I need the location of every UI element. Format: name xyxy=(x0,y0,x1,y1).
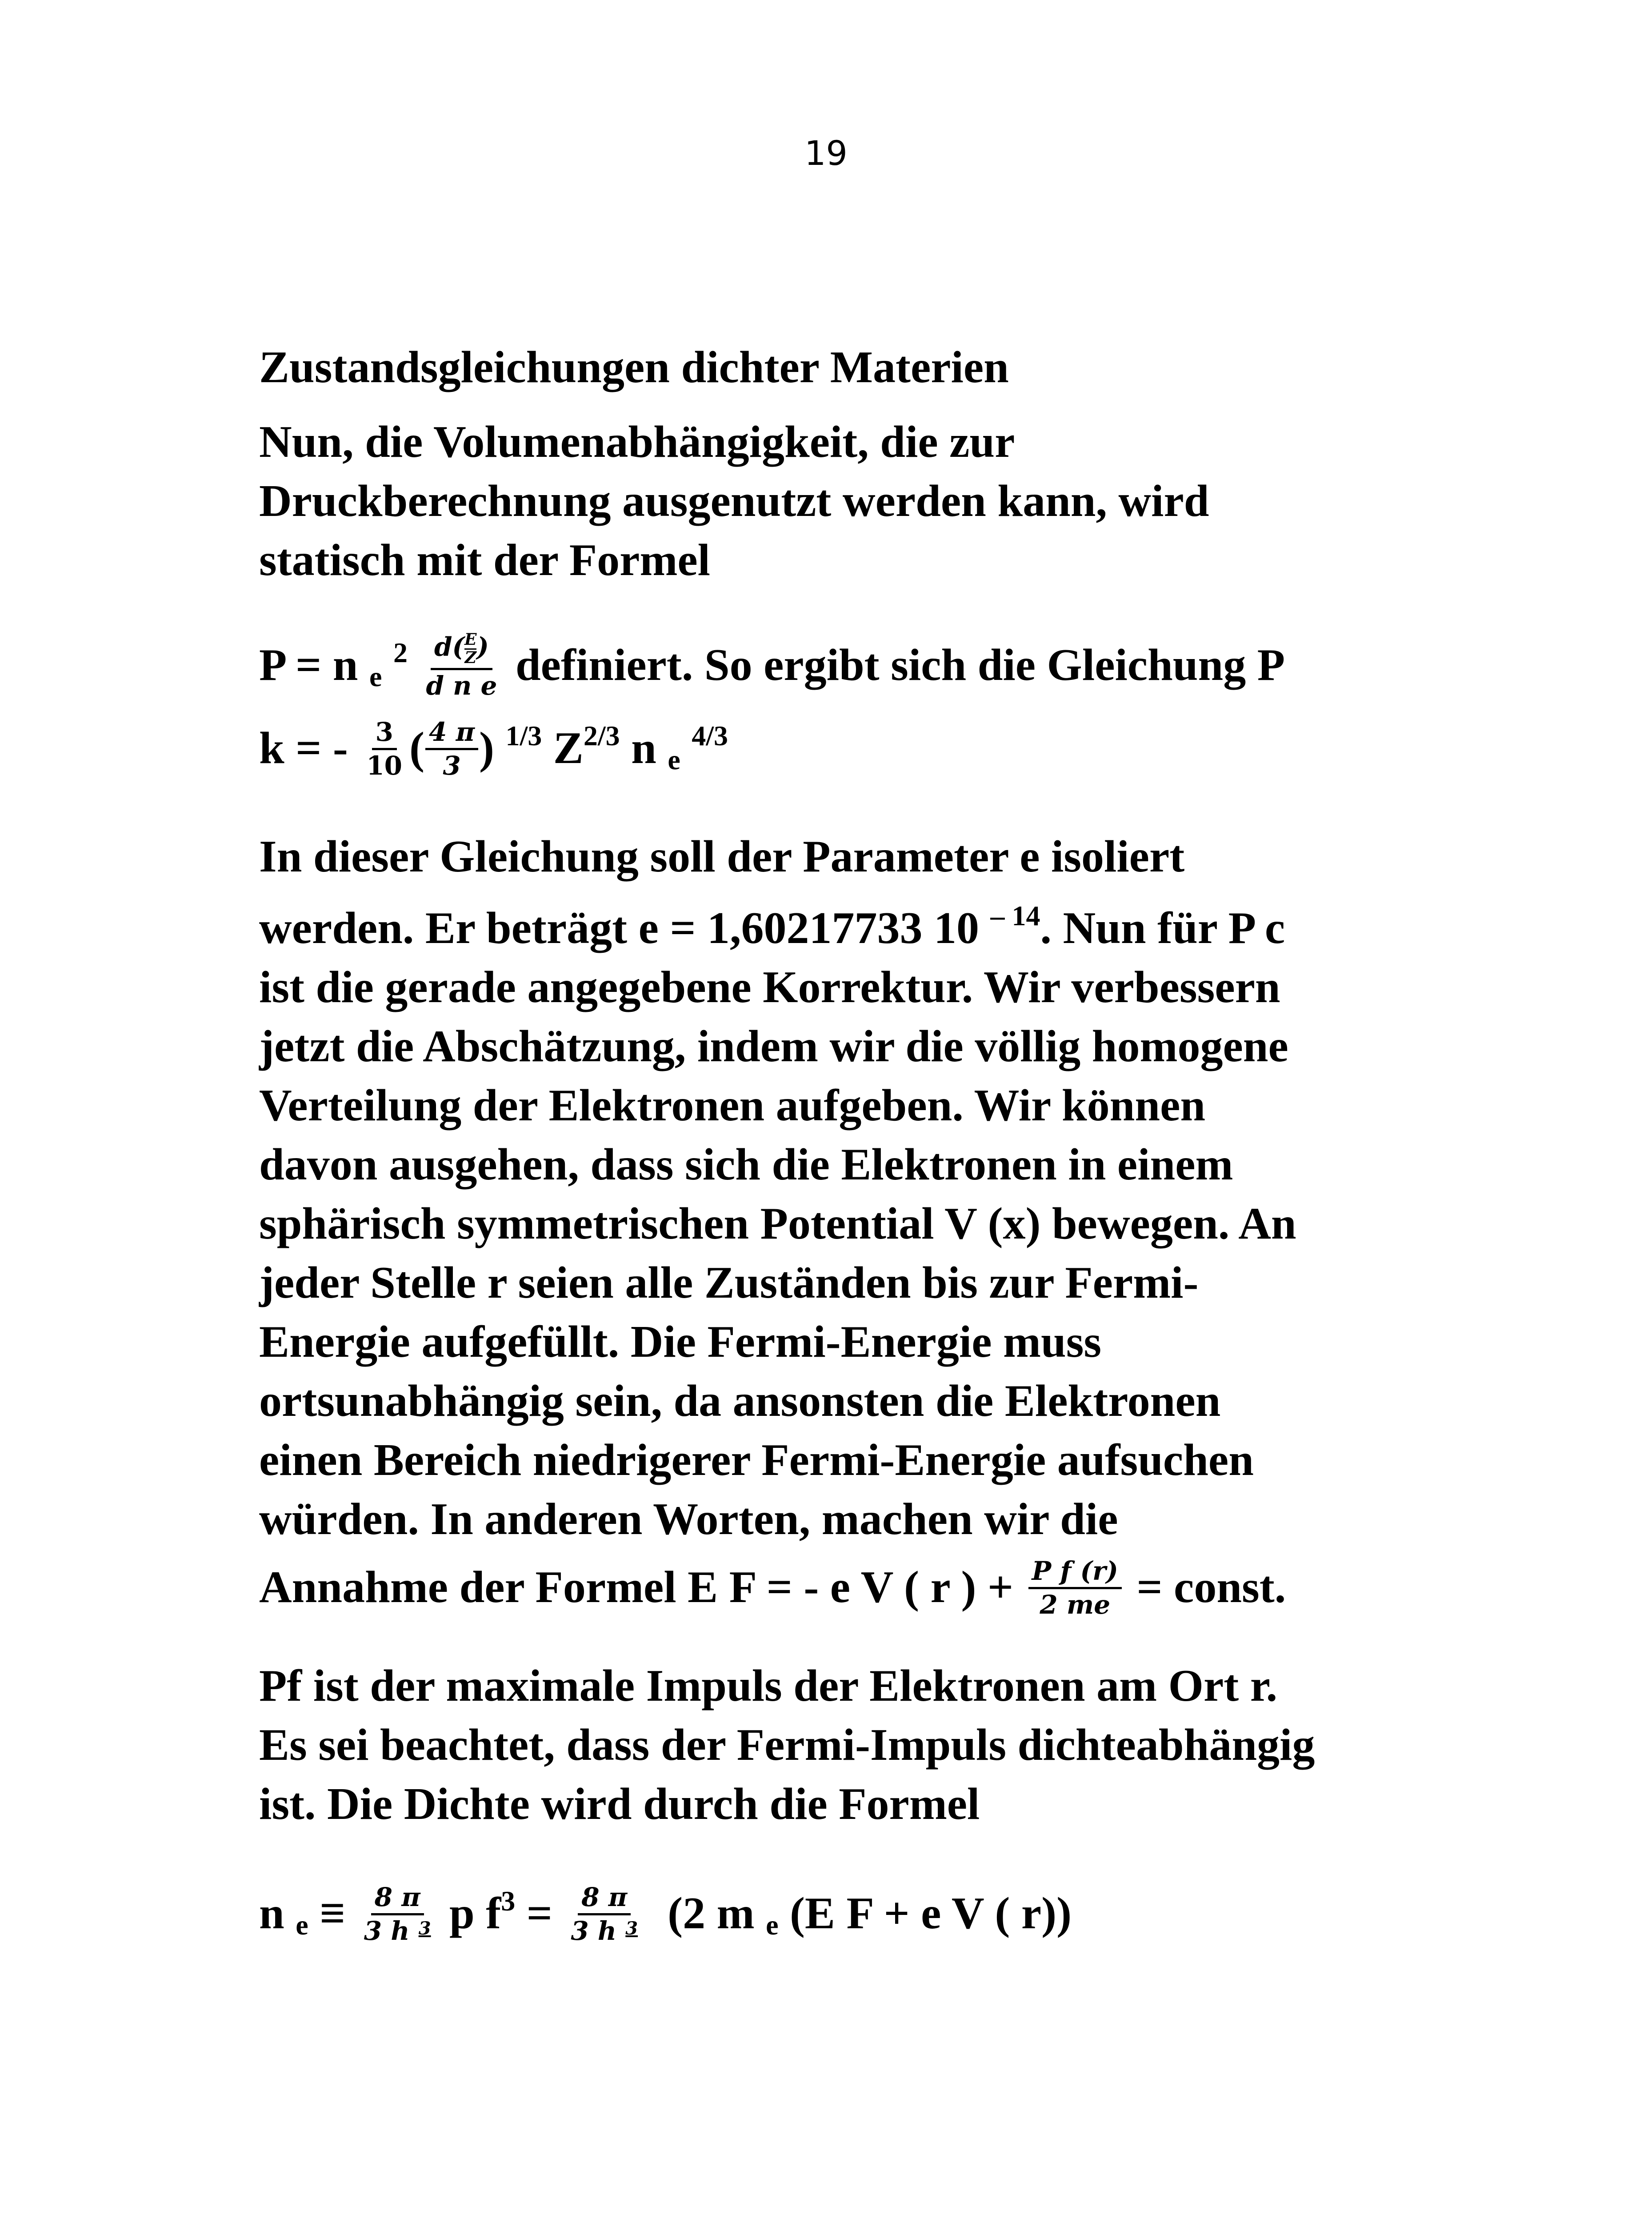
section-title: Zustandsgleichungen dichter Materien xyxy=(259,342,1009,392)
formula-pf: p f xyxy=(449,1888,501,1939)
paragraph-line: In dieser Gleichung soll der Parameter e isoliert xyxy=(259,831,1185,882)
paragraph-line: sphärisch symmetrischen Potential V (x) bewegen. An xyxy=(259,1199,1296,1249)
superscript-2: 2 xyxy=(393,637,408,668)
fraction-numerator: d( $\frac{E}{Z}$ ) xyxy=(431,631,492,670)
exponent-minus-14: – 14 xyxy=(990,900,1040,931)
subscript-e: e xyxy=(296,1909,308,1941)
page-number: 19 xyxy=(804,133,848,173)
fraction-8pi-3h3-second xyxy=(567,1883,641,1946)
subscript-e: e xyxy=(668,744,680,775)
exponent-4-3: 4/3 xyxy=(692,720,728,751)
fraction-numerator: P f (r) xyxy=(1028,1557,1122,1589)
fraction-pf-2me xyxy=(1028,1557,1122,1619)
equals-sign: = xyxy=(526,1888,552,1939)
fraction-numerator: 4 π xyxy=(425,718,478,750)
exponent-3: 3 xyxy=(501,1885,516,1917)
paren-open: ( xyxy=(409,723,425,773)
paragraph-line: Energie aufgefüllt. Die Fermi-Energie muss xyxy=(259,1317,1102,1367)
subscript-e: e xyxy=(766,1909,779,1941)
subscript-e: e xyxy=(369,661,382,692)
exponent-2-3: 2/3 xyxy=(583,720,620,751)
fraction-denominator: 3 h $^3$ xyxy=(364,1916,431,1946)
paragraph-line: Nun, die Volumenabhängigkeit, die zur xyxy=(259,417,1015,467)
formula-n: n xyxy=(259,1888,284,1939)
exponent-1-3: 1/3 xyxy=(505,720,542,751)
paragraph-line: Es sei beachtet, dass der Fermi-Impuls dichteabhängig xyxy=(259,1720,1315,1770)
document-body xyxy=(259,338,1397,1954)
formula-Z: Z xyxy=(553,723,584,773)
paragraph-line: davon ausgehen, dass sich die Elektronen in einem xyxy=(259,1139,1233,1190)
formula-text: (2 m xyxy=(668,1888,755,1939)
fraction-denominator: 10 xyxy=(366,751,403,781)
fraction-4pi-3 xyxy=(425,718,478,780)
fraction-8pi-3h3 xyxy=(360,1883,435,1946)
paragraph-line: ortsunabhängig sein, da ansonsten die Elektronen xyxy=(259,1376,1221,1426)
formula-fermi-energy xyxy=(259,1558,1397,1623)
formula-text: Annahme der Formel E F = - e V ( r ) + xyxy=(259,1562,1014,1612)
fraction-denominator: 3 h $^3$ xyxy=(571,1916,638,1946)
formula-density xyxy=(259,1871,1397,1954)
paragraph-line: ist. Die Dichte wird durch die Formel xyxy=(259,1779,980,1830)
paragraph-line: Druckberechnung ausgenutzt werden kann, wird xyxy=(259,476,1209,526)
paragraph-line: statisch mit der Formel xyxy=(259,535,711,585)
equiv-sign: ≡ xyxy=(320,1888,346,1939)
paragraph-line: Verteilung der Elektronen aufgeben. Wir können xyxy=(259,1080,1206,1131)
fraction-denominator: 3 xyxy=(443,751,461,781)
paragraph-line: einen Bereich niedrigerer Fermi-Energie aufsuchen xyxy=(259,1435,1254,1485)
paragraph-line: jeder Stelle r seien alle Zuständen bis zur Fermi- xyxy=(259,1258,1199,1308)
formula-trailing-text: = const. xyxy=(1136,1562,1286,1612)
fraction-dE-dne xyxy=(422,631,500,700)
fraction-numerator: 3 xyxy=(372,718,397,750)
paragraph-line: Pf ist der maximale Impuls der Elektronen am Ort r. xyxy=(259,1661,1278,1711)
fraction-numerator: 8 π xyxy=(371,1883,424,1915)
paragraph-line: jetzt die Abschätzung, indem wir die völlig homogene xyxy=(259,1021,1288,1071)
fraction-denominator: d n e xyxy=(426,670,497,701)
fraction-3-10 xyxy=(363,718,406,780)
formula-trailing-text: definiert. So ergibt sich die Gleichung P xyxy=(515,640,1285,690)
formula-pressure xyxy=(259,623,1397,706)
paragraph-line: ist die gerade angegebene Korrektur. Wir verbessern xyxy=(259,962,1280,1012)
fraction-denominator: 2 me xyxy=(1040,1590,1111,1620)
formula-text: P = n xyxy=(259,640,358,690)
paren-close: ) xyxy=(479,723,494,773)
formula-text: (E F + e V ( r)) xyxy=(789,1888,1072,1939)
formula-n: n xyxy=(631,723,656,773)
paragraph-line-with-exponent: werden. Er beträgt e = 1,60217733 10 $^{- 14}$. Nun für P c xyxy=(259,900,1285,953)
formula-text: k = - xyxy=(259,723,348,773)
formula-k xyxy=(259,706,1397,789)
fraction-numerator: 8 π xyxy=(578,1883,631,1915)
paragraph-line: würden. In anderen Worten, machen wir die xyxy=(259,1494,1118,1544)
